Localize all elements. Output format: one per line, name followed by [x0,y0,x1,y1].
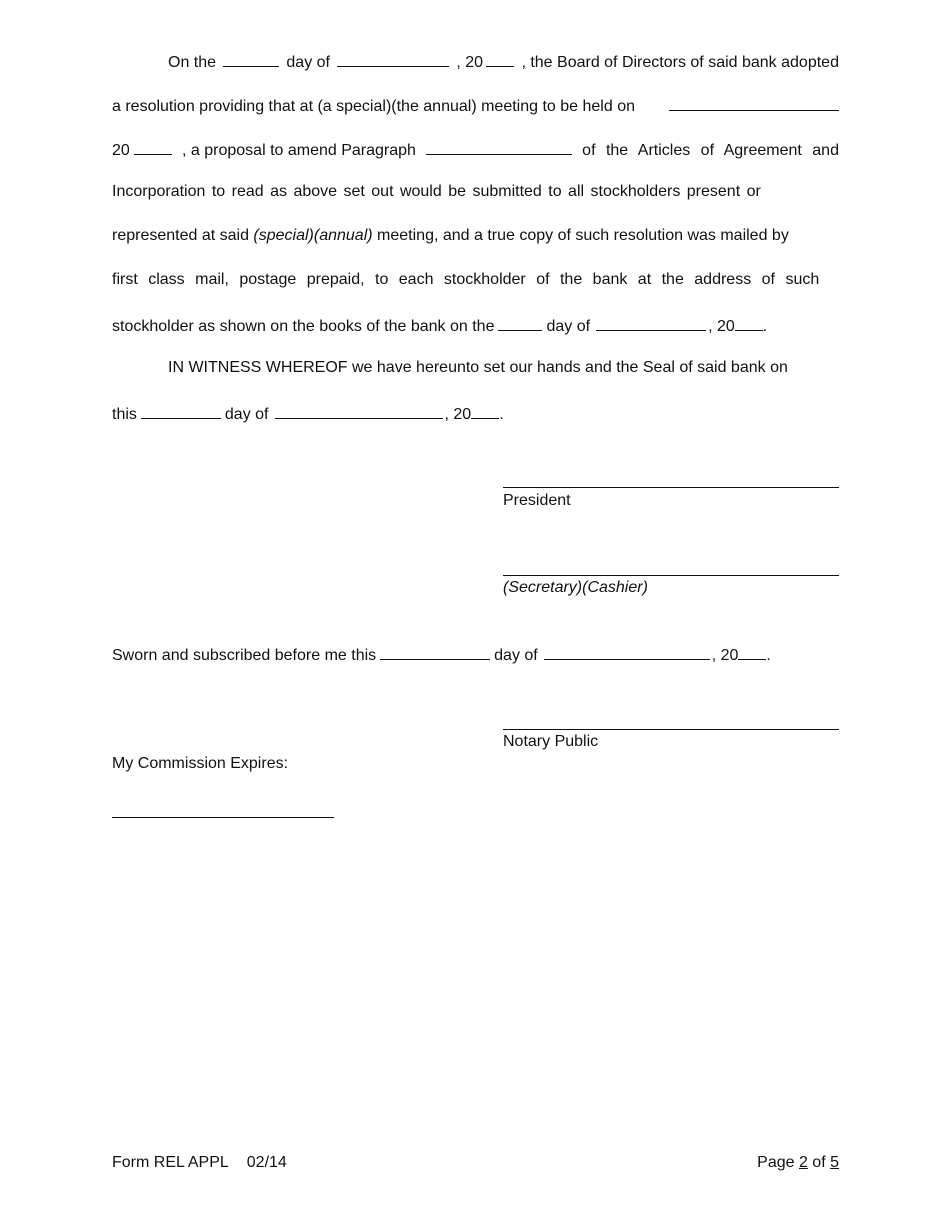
paragraph1-line4 [112,180,839,204]
paragraph1-line5 [112,224,839,248]
text: (special)(annual) [253,227,373,244]
text: . [766,647,771,664]
text: stockholder as shown on the books of the bank on the [112,318,495,335]
meeting-date-blank[interactable] [669,92,839,111]
text: of the Articles of Agreement and [582,142,839,159]
year-blank[interactable] [471,400,499,419]
text: , the Board of Directors of said bank adopted [521,54,839,71]
secretary-label: (Secretary)(Cashier) [503,579,648,596]
paragraph-number-blank[interactable] [426,136,572,155]
text: represented at said [112,227,254,244]
text: a resolution providing that at (a special)(the annual) meeting to be held on [112,98,635,115]
text: , a proposal to amend Paragraph [182,142,416,159]
year-blank[interactable] [738,641,766,660]
year-blank[interactable] [134,136,172,155]
text: , 20 [711,647,739,664]
paragraph2-line2 [112,400,839,424]
text: , 20 [444,406,472,423]
text: this [112,406,137,423]
day-blank[interactable] [380,641,490,660]
month-blank[interactable] [337,48,449,67]
page-prefix: Page [757,1154,799,1171]
text: , 20 [456,54,484,71]
month-blank[interactable] [275,400,443,419]
year-blank[interactable] [735,312,763,331]
text: 20 [112,142,130,159]
president-label: President [503,492,571,509]
text: day of [286,54,330,71]
footer-page-number [757,1152,839,1174]
text: day of [494,647,538,664]
text: . [762,318,768,335]
president-signature-line[interactable] [503,487,839,488]
month-blank[interactable] [596,312,706,331]
footer-form-id [112,1152,287,1174]
text: IN WITNESS WHEREOF we have hereunto set our hands and the Seal of said bank on [168,359,788,376]
form-id: Form REL APPL [112,1154,229,1171]
form-revision: 02/14 [246,1154,287,1171]
paragraph1-line2 [112,92,839,116]
day-blank[interactable] [141,400,221,419]
commission-expires-label: My Commission Expires: [112,755,289,772]
paragraph1-line6 [112,268,839,292]
day-blank[interactable] [498,312,542,331]
text: day of [546,318,591,335]
text: Sworn and subscribed before me this [112,647,377,664]
text: . [499,406,504,423]
year-blank[interactable] [486,48,514,67]
paragraph1-line7 [112,312,839,336]
secretary-signature-line[interactable] [503,575,839,576]
month-blank[interactable] [544,641,710,660]
sworn-line [112,641,839,665]
text: meeting, and a true copy of such resolution was mailed by [372,227,789,244]
page-current: 2 [798,1154,808,1171]
page-mid: of [807,1154,831,1171]
text: first class mail, postage prepaid, to each stockholder of the bank at the address of such [112,271,820,288]
text: , 20 [708,318,735,335]
text: Incorporation to read as above set out would be submitted to all stockholders present or [112,183,761,200]
paragraph1-line1 [168,48,839,72]
paragraph2-line1 [168,356,839,380]
day-blank[interactable] [223,48,279,67]
commission-expires-line[interactable] [112,817,334,818]
page-total: 5 [830,1154,839,1171]
text: day of [224,406,269,423]
paragraph1-line3 [112,136,839,160]
notary-signature-line[interactable] [503,729,839,730]
notary-label: Notary Public [503,733,599,750]
text: On the [168,54,217,71]
